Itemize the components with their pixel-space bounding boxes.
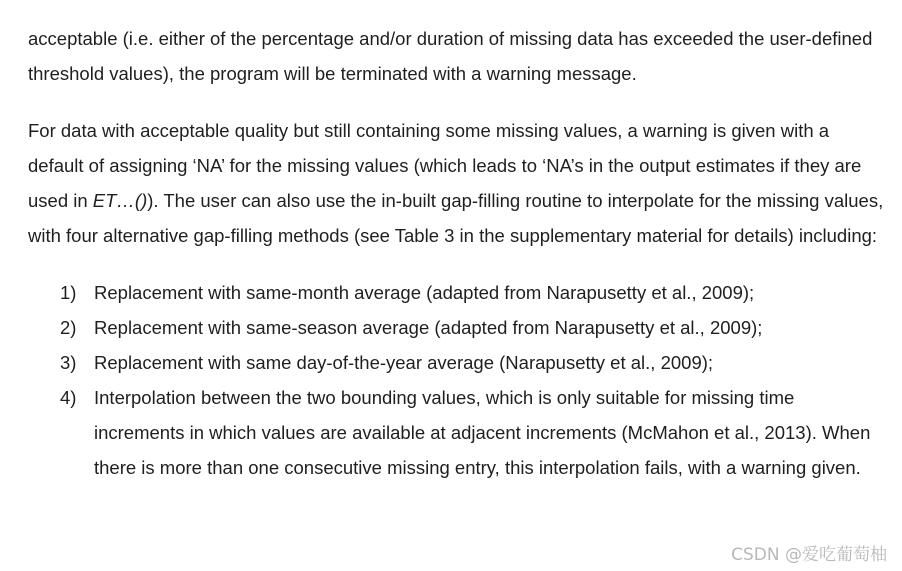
gap-filling-methods-list — [28, 275, 888, 485]
list-item — [28, 310, 888, 345]
list-item-number: 3) — [60, 352, 77, 373]
list-item-text: Replacement with same-month average (adapted from Narapusetty et al., 2009); — [94, 282, 755, 303]
paragraph-termination: acceptable (i.e. either of the percentage and/or duration of missing data has exceeded the user-defined threshold values), the program will be terminated with a warning message. — [28, 28, 873, 84]
list-item-text: Replacement with same-season average (adapted from Narapusetty et al., 2009); — [94, 317, 763, 338]
list-item — [28, 345, 888, 380]
list-item-number: 2) — [60, 317, 77, 338]
list-item — [28, 380, 888, 485]
paragraph-missing-values — [28, 113, 888, 253]
paragraph-text-before: For data with acceptable quality but still containing some missing values, a warning is given with a default of assigning ‘NA’ for the missing values (which leads to ‘NA’s in the output estimates if they are used in — [28, 120, 862, 211]
list-item-text: Replacement with same day-of-the-year average (Narapusetty et al., 2009); — [94, 352, 714, 373]
list-item-text: Interpolation between the two bounding values, which is only suitable for missing time increments in which values are available at adjacent increments (McMahon et al., 2013). When there is more than one consecutive missing entry, this interpolation fails, with a warning given. — [94, 387, 871, 478]
list-item — [28, 275, 888, 310]
paragraph-text-after: ). The user can also use the in-built gap-filling routine to interpolate for the missing values, with four alternative gap-filling methods (see Table 3 in the supplementary material for details) including: — [28, 190, 884, 246]
document-body — [28, 21, 888, 485]
list-item-number: 4) — [60, 387, 77, 408]
list-item-number: 1) — [60, 282, 77, 303]
function-name-italic: ET…() — [92, 190, 148, 211]
csdn-watermark: CSDN @爱吃葡萄柚 — [731, 545, 887, 565]
